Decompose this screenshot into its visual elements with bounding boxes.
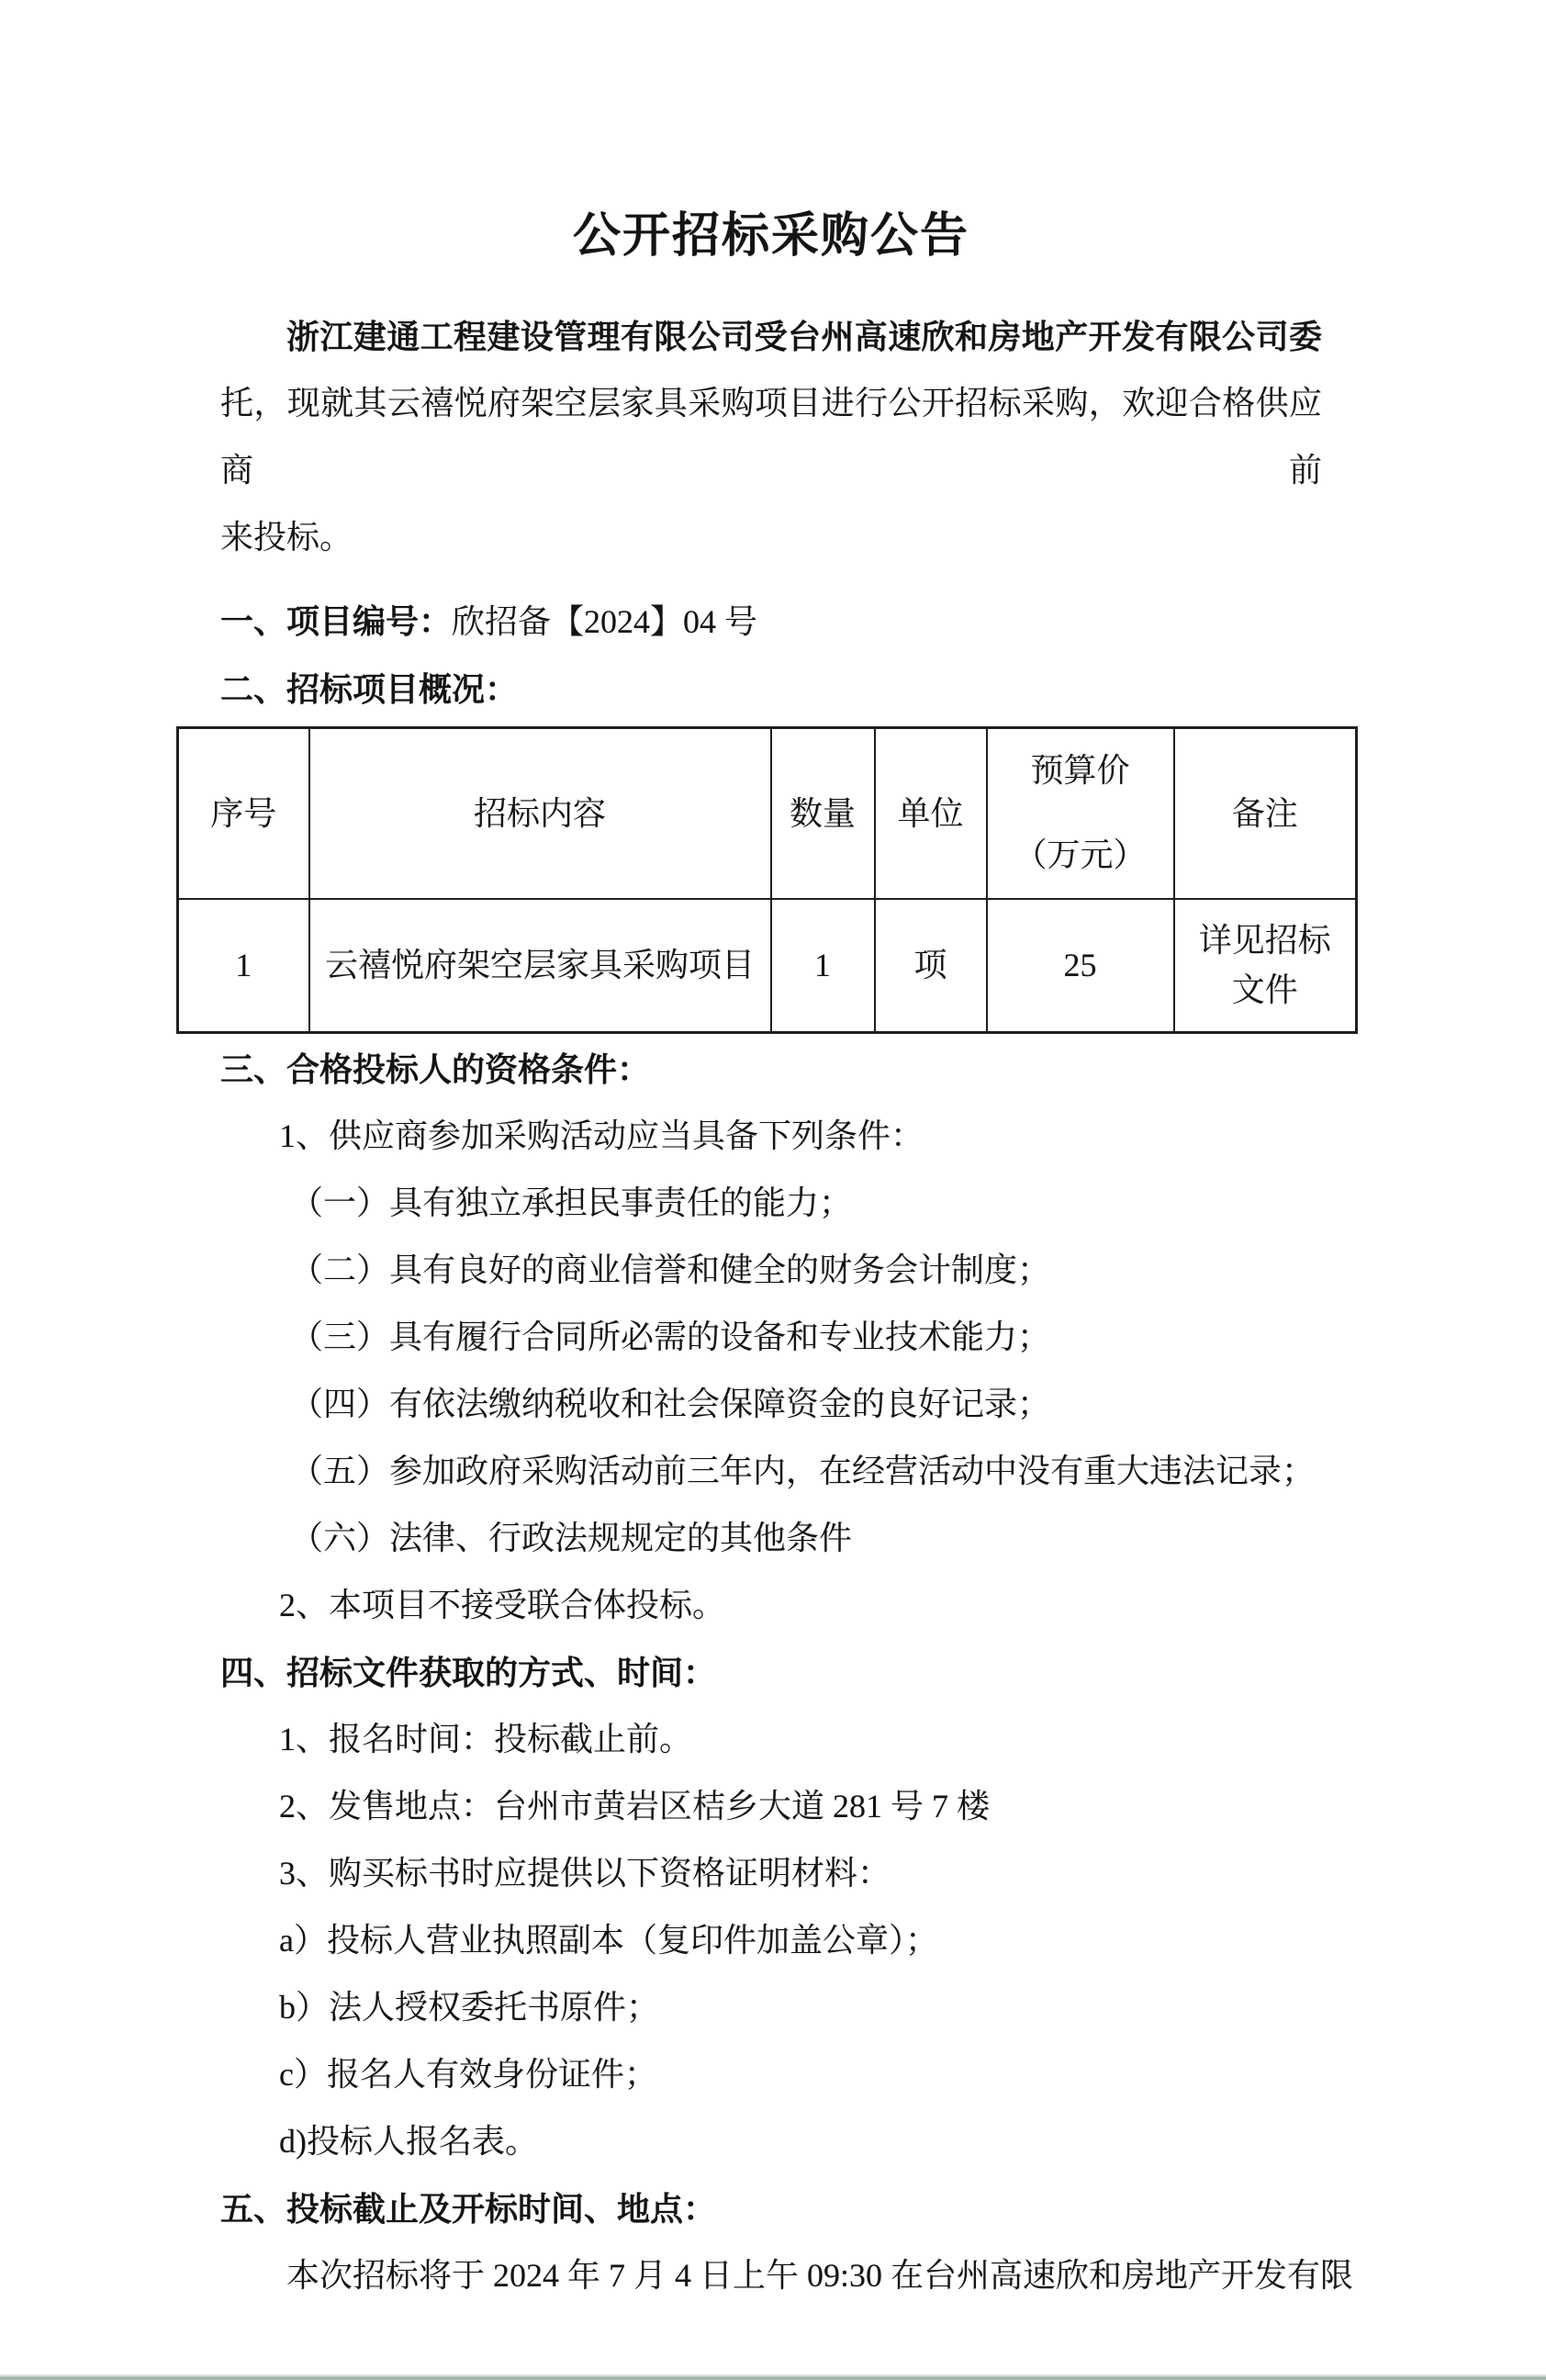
- table-cell-content: 云禧悦府架空层家具采购项目: [309, 899, 771, 1033]
- intro-line-2: 托，现就其云禧悦府架空层家具采购项目进行公开招标采购，欢迎合格供应商前: [220, 385, 1322, 488]
- section-3-heading: 三、合格投标人的资格条件：: [220, 1050, 651, 1089]
- table-cell-qty: 1: [771, 899, 875, 1033]
- table-header-cell-budget: 预算价（万元）: [987, 728, 1174, 899]
- tender-overview-table: [176, 726, 1358, 1034]
- section-2-heading: 二、招标项目概况：: [220, 670, 519, 708]
- intro-line-1: 浙江建通工程建设管理有限公司受台州高速欣和房地产开发有限公司委: [286, 318, 1322, 355]
- intro-paragraph: [220, 303, 1322, 571]
- section-1-project-number: [220, 588, 1322, 656]
- list-item: （二）具有良好的商业信誉和健全的财务会计制度；: [290, 1252, 1051, 1289]
- list-item: （五）参加政府采购活动前三年内，在经营活动中没有重大违法记录；: [290, 1453, 1316, 1490]
- table-cell-unit: 项: [875, 899, 987, 1033]
- table-header-cell-content: 招标内容: [309, 728, 771, 899]
- list-item: a）投标人营业执照副本（复印件加盖公章）；: [279, 1922, 938, 1959]
- list-item: （六）法律、行政法规规定的其他条件: [290, 1520, 853, 1557]
- list-item: （三）具有履行合同所必需的设备和专业技术能力；: [290, 1319, 1051, 1356]
- list-item: 2、本项目不接受联合体投标。: [279, 1587, 726, 1624]
- table-row: [178, 899, 1357, 1033]
- list-item: 2、发售地点：台州市黄岩区桔乡大道 281 号 7 楼: [279, 1788, 991, 1825]
- document-title: 公开招标采购公告: [572, 210, 969, 263]
- section-4-heading: 四、招标文件获取的方式、时间：: [220, 1654, 717, 1692]
- list-item: （一）具有独立承担民事责任的能力；: [290, 1184, 853, 1222]
- list-item: 1、供应商参加采购活动应当具备下列条件：: [279, 1117, 924, 1155]
- table-cell-budget: 25: [987, 899, 1174, 1033]
- table-header-cell-remark: 备注: [1174, 728, 1357, 899]
- list-item: b）法人授权委托书原件；: [279, 1989, 660, 2026]
- intro-line-3: 来投标。: [220, 519, 353, 556]
- table-cell-seq: 1: [178, 899, 309, 1033]
- table-header-cell-qty: 数量: [771, 728, 875, 899]
- list-item: 1、报名时间：投标截止前。: [279, 1721, 693, 1758]
- list-item: c）报名人有效身份证件；: [279, 2056, 657, 2094]
- section-5-heading: 五、投标截止及开标时间、地点：: [220, 2190, 717, 2228]
- list-item: （四）有依法缴纳税收和社会保障资金的良好记录；: [290, 1386, 1051, 1423]
- list-item: 3、购买标书时应提供以下资格证明材料：: [279, 1855, 891, 1892]
- section-1-label: 一、项目编号：: [220, 602, 453, 640]
- list-item: d)投标人报名表。: [279, 2123, 538, 2161]
- table-header-row: [178, 728, 1357, 899]
- section-5-body: 本次招标将于 2024 年 7 月 4 日上午 09:30 在台州高速欣和房地产开发有限: [286, 2257, 1354, 2295]
- table-cell-remark: 详见招标文件: [1174, 899, 1357, 1033]
- table-header-cell-seq: 序号: [178, 728, 309, 899]
- section-1-value: 欣招备【2024】04 号: [452, 603, 758, 640]
- table-header-cell-unit: 单位: [875, 728, 987, 899]
- scan-edge-artifact: [0, 2374, 1546, 2380]
